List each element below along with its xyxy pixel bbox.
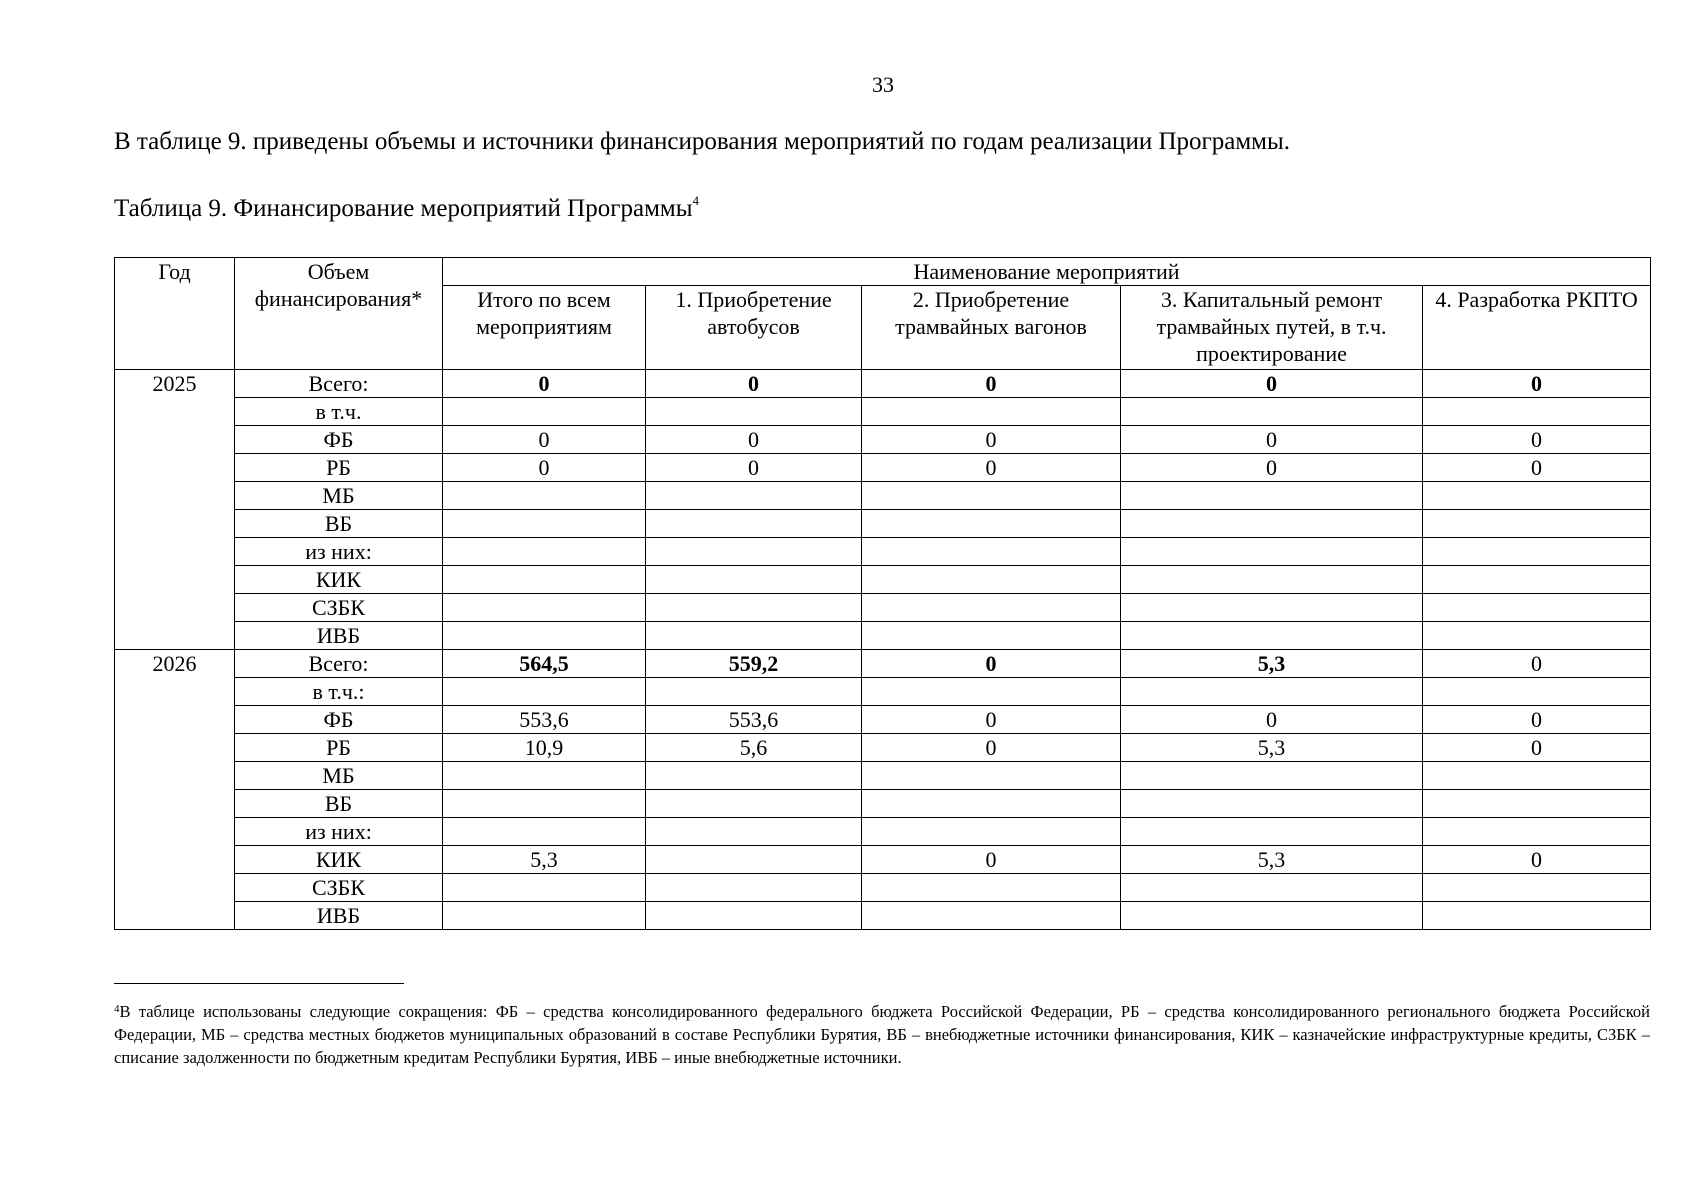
table-row (115, 650, 1651, 678)
value-cell (443, 902, 646, 930)
value-cell: 0 (862, 454, 1121, 482)
value-cell (862, 678, 1121, 706)
table-row (115, 426, 1651, 454)
value-cell (1121, 902, 1423, 930)
table-row (115, 454, 1651, 482)
value-cell (646, 846, 862, 874)
value-cell (646, 398, 862, 426)
table-row (115, 790, 1651, 818)
table-row (115, 706, 1651, 734)
value-cell (1423, 510, 1651, 538)
footnote-mark: 4 (114, 1003, 120, 1015)
source-label-cell: ВБ (235, 510, 443, 538)
value-cell (646, 762, 862, 790)
value-cell (862, 622, 1121, 650)
intro-paragraph: В таблице 9. приведены объемы и источники финансирования мероприятий по годам реализации Программы. (114, 128, 1291, 155)
table-row (115, 762, 1651, 790)
value-cell (862, 482, 1121, 510)
value-cell (862, 566, 1121, 594)
value-cell (862, 762, 1121, 790)
table-row (115, 510, 1651, 538)
value-cell: 5,3 (1121, 846, 1423, 874)
value-cell (1423, 818, 1651, 846)
table-row (115, 622, 1651, 650)
year-cell: 2025 (115, 370, 235, 650)
value-cell (862, 874, 1121, 902)
header-rkpto: 4. Разработка РКПТО (1423, 286, 1651, 370)
source-label-cell: РБ (235, 454, 443, 482)
table-row (115, 594, 1651, 622)
page-number: 33 (872, 72, 894, 97)
value-cell (646, 594, 862, 622)
value-cell (862, 790, 1121, 818)
value-cell (443, 566, 646, 594)
value-cell: 0 (862, 370, 1121, 398)
table-row (115, 370, 1651, 398)
header-total: Итого по всем мероприятиям (443, 286, 646, 370)
source-label-cell: МБ (235, 482, 443, 510)
value-cell (1423, 594, 1651, 622)
value-cell (646, 874, 862, 902)
value-cell (1121, 594, 1423, 622)
header-track-repair: 3. Капитальный ремонт трамвайных путей, в т.ч. проектирование (1121, 286, 1423, 370)
table-row (115, 566, 1651, 594)
value-cell (1121, 510, 1423, 538)
value-cell: 564,5 (443, 650, 646, 678)
source-label-cell: СЗБК (235, 874, 443, 902)
table-row (115, 482, 1651, 510)
value-cell (646, 566, 862, 594)
table-row (115, 902, 1651, 930)
table-row (115, 818, 1651, 846)
header-volume: Объем финансирования* (235, 258, 443, 370)
value-cell: 0 (862, 426, 1121, 454)
financing-table (114, 257, 1651, 930)
value-cell (443, 482, 646, 510)
value-cell (443, 622, 646, 650)
source-label-cell: ФБ (235, 706, 443, 734)
value-cell (443, 818, 646, 846)
source-label-cell: в т.ч.: (235, 678, 443, 706)
value-cell: 0 (646, 426, 862, 454)
header-trams: 2. Приобретение трамвайных вагонов (862, 286, 1121, 370)
value-cell: 0 (862, 846, 1121, 874)
value-cell: 0 (862, 734, 1121, 762)
value-cell: 553,6 (646, 706, 862, 734)
header-row-1 (115, 258, 1651, 286)
footnote-reference: 4 (692, 193, 700, 208)
value-cell (1121, 678, 1423, 706)
value-cell (1423, 678, 1651, 706)
value-cell (1121, 790, 1423, 818)
value-cell: 0 (646, 454, 862, 482)
value-cell (862, 594, 1121, 622)
value-cell: 0 (862, 650, 1121, 678)
value-cell (646, 538, 862, 566)
value-cell (646, 510, 862, 538)
footnote-text: В таблице использованы следующие сокращения: ФБ – средства консолидированного федерального бюджета Российской Федерации, РБ – средства консолидированного регионального бюджета Российской Федерации, МБ – средства местных бюджетов муниципальных образований в составе Республики Бурятия, ВБ – внебюджетные источники финансирования, КИК – казначейские инфраструктурные кредиты, СЗБК – списание задолженности по бюджетным кредитам Республики Бурятия, ИВБ – иные внебюджетные источники. (114, 1002, 1650, 1067)
value-cell: 0 (1423, 734, 1651, 762)
header-activities-group: Наименование мероприятий (443, 258, 1651, 286)
value-cell (443, 510, 646, 538)
value-cell (443, 398, 646, 426)
value-cell (1423, 902, 1651, 930)
source-label-cell: ВБ (235, 790, 443, 818)
source-label-cell: в т.ч. (235, 398, 443, 426)
value-cell (1121, 398, 1423, 426)
value-cell: 5,6 (646, 734, 862, 762)
value-cell (862, 902, 1121, 930)
value-cell (1423, 398, 1651, 426)
value-cell (1121, 818, 1423, 846)
value-cell: 0 (1121, 426, 1423, 454)
table-row (115, 846, 1651, 874)
value-cell (1423, 622, 1651, 650)
value-cell (443, 538, 646, 566)
source-label-cell: КИК (235, 566, 443, 594)
value-cell (862, 538, 1121, 566)
value-cell (1423, 790, 1651, 818)
table-row (115, 734, 1651, 762)
value-cell (1423, 874, 1651, 902)
table-row (115, 538, 1651, 566)
source-label-cell: СЗБК (235, 594, 443, 622)
value-cell (646, 790, 862, 818)
value-cell: 0 (1121, 370, 1423, 398)
value-cell (443, 762, 646, 790)
value-cell: 0 (1423, 426, 1651, 454)
value-cell: 5,3 (443, 846, 646, 874)
value-cell (1423, 538, 1651, 566)
table-row (115, 398, 1651, 426)
value-cell (862, 510, 1121, 538)
value-cell (443, 678, 646, 706)
value-cell (1121, 622, 1423, 650)
value-cell (1121, 762, 1423, 790)
value-cell: 0 (1121, 454, 1423, 482)
source-label-cell: РБ (235, 734, 443, 762)
footnote-divider (114, 983, 404, 984)
value-cell: 0 (443, 454, 646, 482)
source-label-cell: ИВБ (235, 622, 443, 650)
value-cell (646, 902, 862, 930)
value-cell (646, 678, 862, 706)
table-row (115, 874, 1651, 902)
table-row (115, 678, 1651, 706)
value-cell: 0 (443, 370, 646, 398)
value-cell: 559,2 (646, 650, 862, 678)
value-cell: 0 (862, 706, 1121, 734)
value-cell (862, 818, 1121, 846)
value-cell: 553,6 (443, 706, 646, 734)
value-cell (1423, 482, 1651, 510)
value-cell: 0 (1423, 454, 1651, 482)
value-cell: 0 (646, 370, 862, 398)
header-buses: 1. Приобретение автобусов (646, 286, 862, 370)
value-cell: 0 (1423, 370, 1651, 398)
value-cell: 0 (1423, 650, 1651, 678)
source-label-cell: КИК (235, 846, 443, 874)
value-cell (646, 622, 862, 650)
value-cell (1423, 566, 1651, 594)
value-cell: 0 (1423, 846, 1651, 874)
value-cell (646, 482, 862, 510)
value-cell: 10,9 (443, 734, 646, 762)
table-caption-text: Таблица 9. Финансирование мероприятий Программы (114, 195, 693, 222)
value-cell: 0 (1423, 706, 1651, 734)
value-cell: 5,3 (1121, 650, 1423, 678)
value-cell (1121, 874, 1423, 902)
year-cell: 2026 (115, 650, 235, 930)
value-cell: 5,3 (1121, 734, 1423, 762)
value-cell: 0 (1121, 706, 1423, 734)
value-cell (443, 874, 646, 902)
value-cell (862, 398, 1121, 426)
source-label-cell: ИВБ (235, 902, 443, 930)
value-cell (443, 594, 646, 622)
value-cell: 0 (443, 426, 646, 454)
value-cell (443, 790, 646, 818)
source-label-cell: ФБ (235, 426, 443, 454)
value-cell (1121, 538, 1423, 566)
value-cell (1121, 566, 1423, 594)
source-label-cell: Всего: (235, 650, 443, 678)
source-label-cell: из них: (235, 538, 443, 566)
source-label-cell: Всего: (235, 370, 443, 398)
footnote (114, 1000, 1650, 1069)
value-cell (646, 818, 862, 846)
source-label-cell: из них: (235, 818, 443, 846)
value-cell (1423, 762, 1651, 790)
header-year: Год (115, 258, 235, 370)
table-caption (114, 195, 699, 223)
source-label-cell: МБ (235, 762, 443, 790)
value-cell (1121, 482, 1423, 510)
table-body (115, 370, 1651, 930)
